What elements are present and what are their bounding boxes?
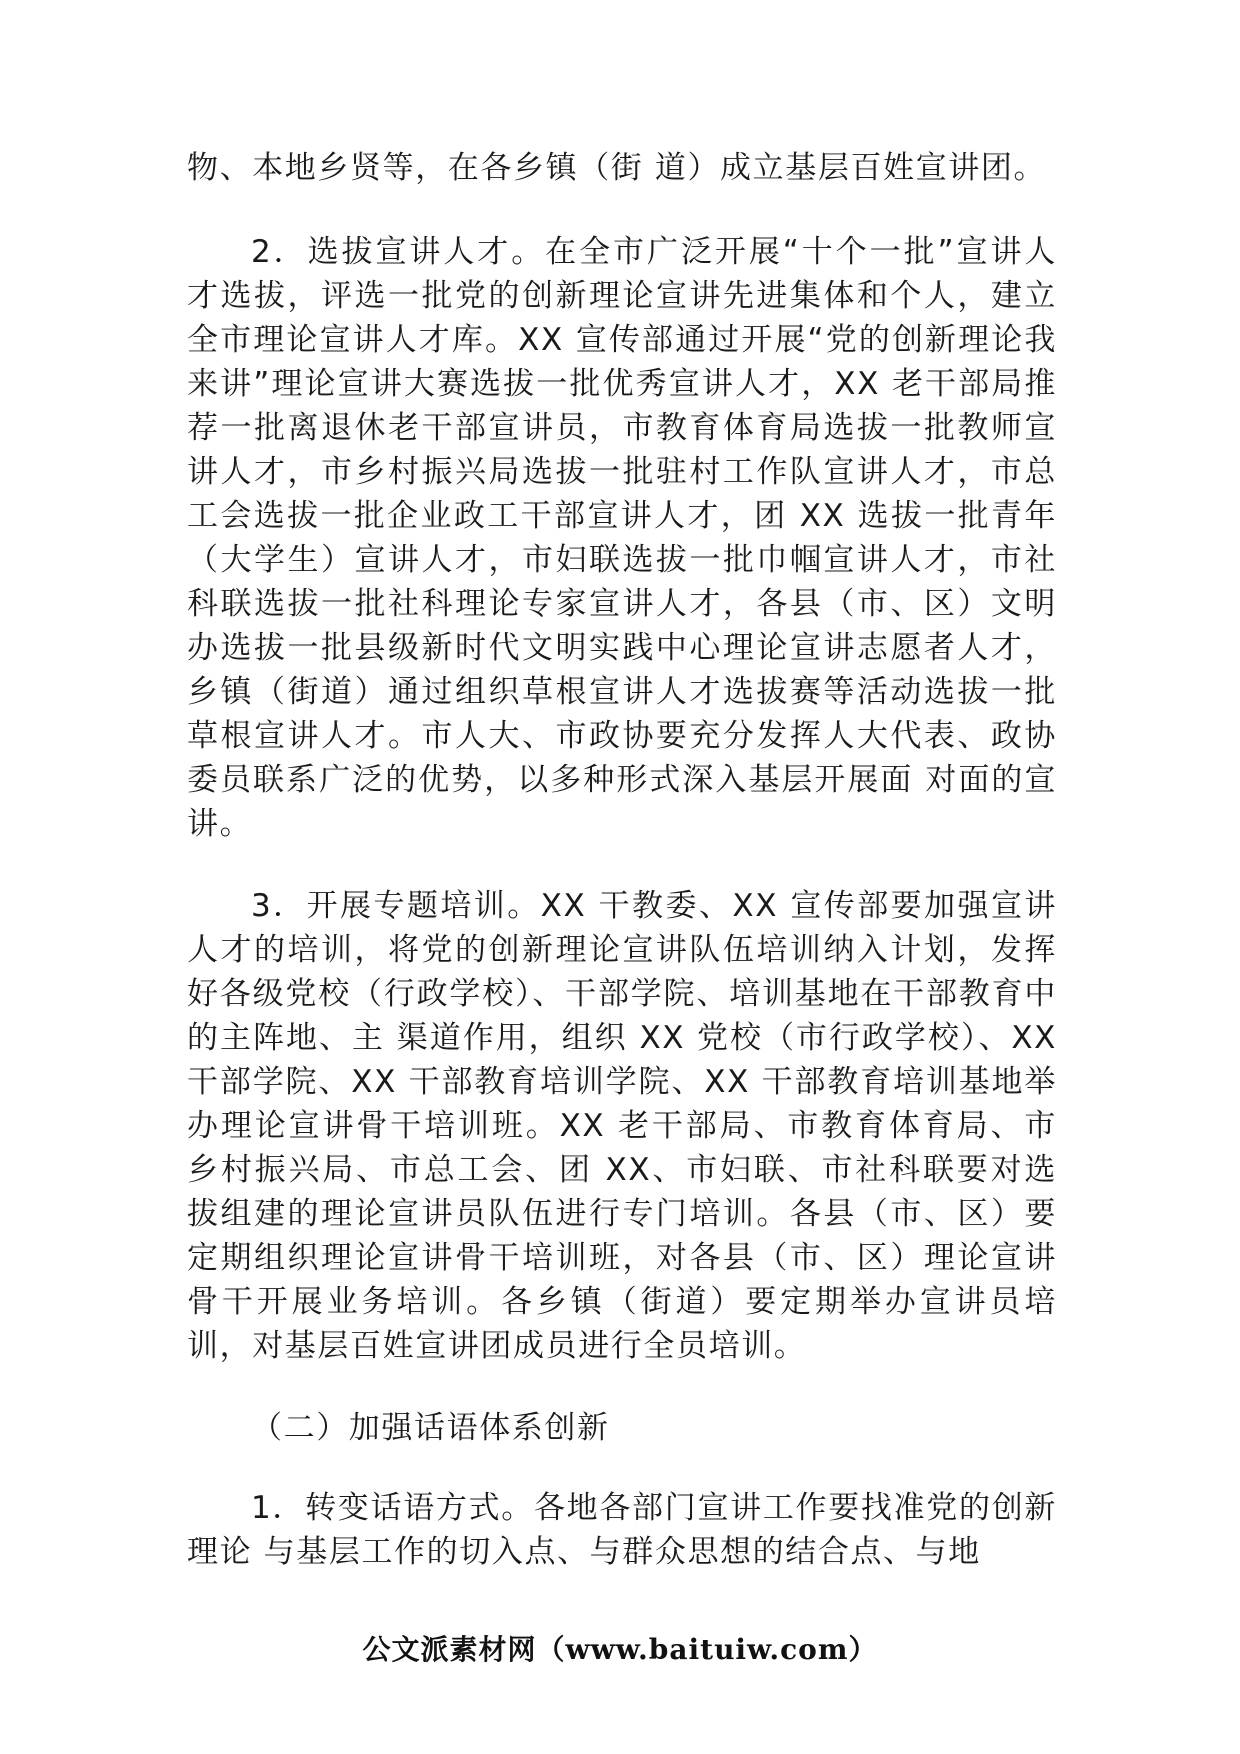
footer-watermark: 公文派素材网（www.baituiw.com）	[362, 1633, 878, 1666]
paragraph-discourse-change: 1．转变话语方式。各地各部门宣讲工作要找准党的创新理论 与基层工作的切入点、与群众思想的结合点、与地	[187, 1490, 1057, 1570]
section-heading: （二）加强话语体系创新	[251, 1410, 610, 1446]
document-body	[187, 146, 1057, 1574]
paragraph-continuation: 物、本地乡贤等，在各乡镇（街 道）成立基层百姓宣讲团。	[187, 150, 1047, 186]
paragraph-special-training: 3．开展专题培训。XX 干教委、XX 宣传部要加强宣讲人才的培训，将党的创新理论宣讲队伍培训纳入计划，发挥好各级党校（行政学校）、干部学院、培训基地在干部教育中的主阵地、主 渠道作用，组织 XX 党校（市行政学校）、XX 干部学院、XX 干部教育培训学院、XX 干部教育培训基地举办理论宣讲骨干培训班。XX 老干部局、市教育体育局、市乡村振兴局、市总工会、团 XX、市妇联、市社科联要对选拔组建的理论宣讲员队伍进行专门培训。各县（市、区）要定期组织理论宣讲骨干培训班，对各县（市、区）理论宣讲骨干开展业务培训。各乡镇（街道）要定期举办宣讲员培训，对基层百姓宣讲团成员进行全员培训。	[187, 888, 1057, 1364]
paragraph-select-talent: 2．选拔宣讲人才。在全市广泛开展“十个一批”宣讲人才选拔，评选一批党的创新理论宣讲先进集体和个人，建立全市理论宣讲人才库。XX 宣传部通过开展“党的创新理论我来讲”理论宣讲大赛选拔一批优秀宣讲人才，XX 老干部局推荐一批离退休老干部宣讲员，市教育体育局选拔一批教师宣讲人才，市乡村振兴局选拔一批驻村工作队宣讲人才，市总工会选拔一批企业政工干部宣讲人才，团 XX 选拔一批青年（大学生）宣讲人才，市妇联选拔一批巾帼宣讲人才，市社科联选拔一批社科理论专家宣讲人才，各县（市、区）文明办选拔一批县级新时代文明实践中心理论宣讲志愿者人才，乡镇（街道）通过组织草根宣讲人才选拔赛等活动选拔一批草根宣讲人才。市人大、市政协要充分发挥人大代表、政协委员联系广泛的优势，以多种形式深入基层开展面 对面的宣讲。	[187, 234, 1057, 842]
